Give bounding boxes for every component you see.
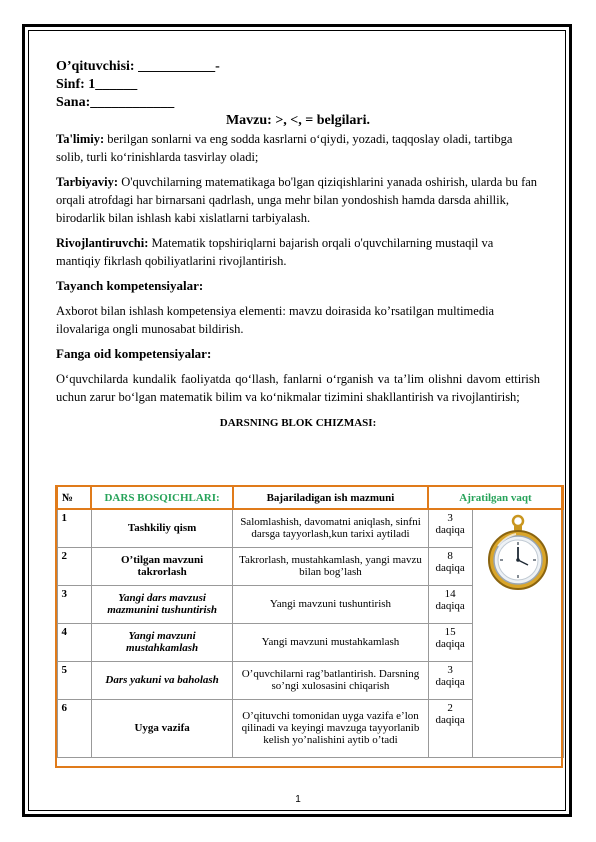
page-number: 1	[295, 794, 301, 805]
row-number: 6	[57, 699, 91, 757]
subject-competencies-text: O‘quvchilarda kundalik faoliyatda qo‘llash, fanlarni o‘rganish va ta’lim olishni davom ettirish uchun zarur bo‘lgan matematik bilim va ko‘nikmalar tizimini shakllantirish va rivojlantirish;	[56, 372, 540, 404]
lesson-block-table	[56, 485, 564, 758]
row-work: Salomlashish, davomatni aniqlash, sinfni darsga tayyorlash,kun tarixi aytiladi	[233, 509, 428, 547]
row-number: 3	[57, 585, 91, 623]
row-time	[428, 699, 472, 757]
date-field: Sana:____________	[56, 95, 175, 110]
row-stage: O’tilgan mavzuni takrorlash	[91, 547, 233, 585]
time-unit: daqiqa	[435, 524, 465, 536]
row-work: Yangi mavzuni tushuntirish	[233, 585, 428, 623]
row-number: 2	[57, 547, 91, 585]
subject-competencies-heading: Fanga oid kompetensiyalar:	[56, 346, 212, 361]
core-competencies-heading: Tayanch kompetensiyalar:	[56, 278, 204, 293]
goal-upbringing-label: Tarbiyaviy:	[56, 175, 119, 189]
goal-developmental	[56, 234, 540, 270]
row-work: Takrorlash, mustahkamlash, yangi mavzu bilan bog’lash	[233, 547, 428, 585]
row-time	[428, 623, 472, 661]
time-value: 2	[447, 701, 453, 714]
row-time	[428, 509, 472, 547]
goal-upbringing	[56, 173, 540, 227]
time-value: 14	[444, 587, 456, 600]
row-number: 5	[57, 661, 91, 699]
time-unit: daqiqa	[435, 675, 465, 688]
time-value: 3	[447, 663, 453, 676]
row-stage: Uyga vazifa	[91, 699, 233, 757]
time-unit: daqiqa	[435, 599, 465, 612]
col-header-stages: DARS BOSQICHLARI:	[91, 486, 233, 509]
col-header-work: Bajariladigan ish mazmuni	[233, 486, 428, 509]
goal-educational-text: berilgan sonlarni va eng sodda kasrlarni o‘qiydi, yozadi, taqqoslay oladi, tartibga solib, turli ko‘rinishlarda tasvirlay oladi;	[56, 132, 513, 164]
teacher-field: O’qituvchisi: ___________-	[56, 59, 220, 74]
row-number: 4	[57, 623, 91, 661]
col-header-time: Ajratilgan vaqt	[428, 486, 563, 509]
time-unit: daqiqa	[435, 637, 465, 650]
time-value: 3	[447, 512, 453, 524]
row-work: O’quvchilarni rag’batlantirish. Darsning so’ngi xulosasini chiqarish	[233, 661, 428, 699]
row-time	[428, 547, 472, 585]
row-stage: Yangi dars mavzusi mazmunini tushuntirish	[91, 585, 233, 623]
row-work: Yangi mavzuni mustahkamlash	[233, 623, 428, 661]
time-value: 8	[447, 549, 453, 562]
core-competencies-text: Axborot bilan ishlash kompetensiya elementi: mavzu doirasida ko’rsatilgan multimedia ilovalariga ongli munosabat bildirish.	[56, 304, 495, 336]
row-number: 1	[57, 509, 91, 547]
goal-educational-label: Ta'limiy:	[56, 132, 105, 146]
time-unit: daqiqa	[435, 561, 465, 574]
grade-field: Sinf: 1______	[56, 77, 138, 92]
row-work: O’qituvchi tomonidan uyga vazifa e’lon qilinadi va keyingi mavzuga tayyorlanib kelish yo’nalishini aytib o’tadi	[233, 699, 428, 757]
goal-developmental-label: Rivojlantiruvchi:	[56, 236, 149, 250]
row-time	[428, 661, 472, 699]
row-stage: Tashkiliy qism	[91, 509, 233, 547]
goal-developmental-text: Matematik topshiriqlarni bajarish orqali o'quvchilarning mustaqil va mantiqiy fikrlash qobiliyatlarini rivojlantirish.	[56, 236, 494, 268]
clock-cell	[472, 509, 563, 757]
pocket-watch-icon	[486, 514, 550, 596]
row-stage: Yangi mavzuni mustahkamlash	[91, 623, 233, 661]
row-stage: Dars yakuni va baholash	[91, 661, 233, 699]
col-header-number: №	[57, 486, 91, 509]
time-unit: daqiqa	[435, 713, 465, 726]
lesson-plan-body	[56, 58, 540, 430]
table-title: DARSNING BLOK CHIZMASI:	[219, 417, 377, 429]
lesson-topic: Mavzu: >, <, = belgilari.	[225, 113, 371, 128]
time-value: 15	[444, 625, 456, 638]
goal-upbringing-text: O'quvchilarning matematikaga bo'lgan qiziqishlarini yanada oshirish, ularda bu fan orqali atrofdagi har birnarsani qadrlash, unga mehr bilan yondoshish hamda darsda ahillik, birodarlik bilan ishlash kabi xislatlarni tarbiyalash.	[56, 175, 538, 225]
goal-educational	[56, 130, 540, 166]
row-time	[428, 585, 472, 623]
table-row	[57, 509, 563, 547]
